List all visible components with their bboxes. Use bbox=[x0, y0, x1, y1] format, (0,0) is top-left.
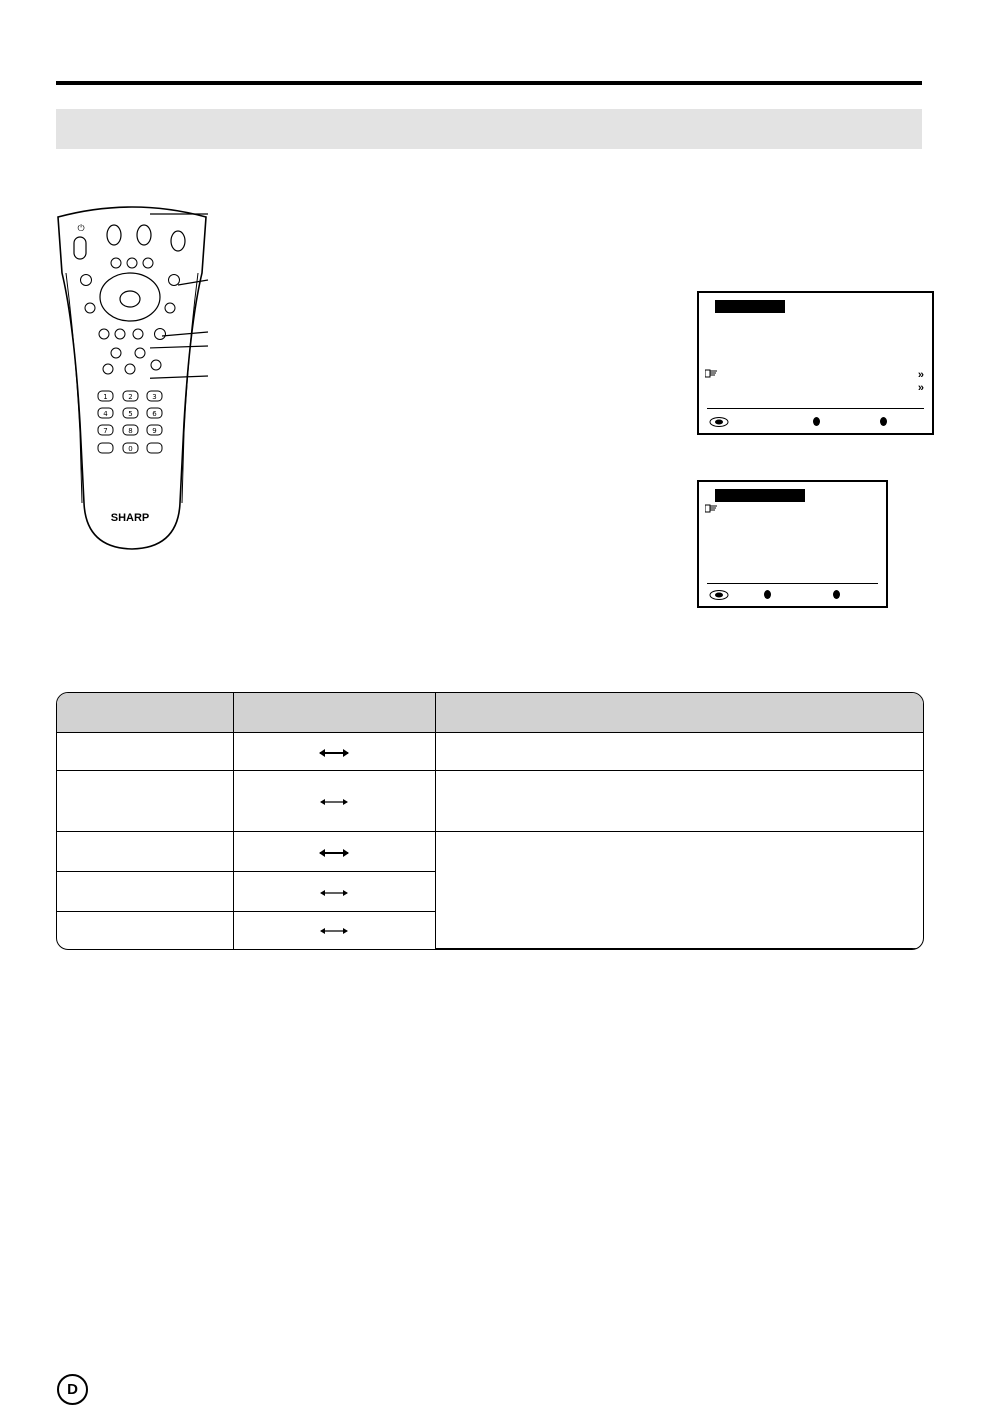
table-row bbox=[57, 832, 923, 872]
key-0: 0 bbox=[128, 445, 133, 453]
key-1: 1 bbox=[103, 393, 108, 401]
description-cell bbox=[435, 771, 923, 832]
setting-cell bbox=[57, 733, 233, 771]
key-9: 9 bbox=[152, 427, 157, 435]
table-header-row bbox=[57, 693, 923, 733]
button-dot-icon bbox=[764, 590, 771, 599]
setting-cell bbox=[57, 872, 233, 912]
osd-title-bar bbox=[715, 300, 785, 313]
settings-table bbox=[56, 692, 924, 950]
button-dot-icon bbox=[833, 590, 840, 599]
description-cell bbox=[435, 733, 923, 771]
osd-divider bbox=[707, 408, 924, 409]
button-dot-icon bbox=[813, 417, 820, 426]
header-cell bbox=[233, 693, 435, 733]
submenu-arrow-icon: » bbox=[917, 382, 924, 394]
navigation-pad-icon bbox=[709, 590, 729, 600]
key-5: 5 bbox=[128, 410, 133, 418]
adjustment-cell bbox=[233, 912, 435, 949]
language-badge: D bbox=[57, 1374, 88, 1405]
double-arrow-icon bbox=[319, 797, 349, 807]
top-rule bbox=[56, 81, 922, 85]
adjustment-cell bbox=[233, 733, 435, 771]
description-cell bbox=[435, 832, 923, 949]
osd-screen-main bbox=[697, 291, 934, 435]
section-heading-band bbox=[56, 109, 922, 149]
double-arrow-icon bbox=[318, 848, 350, 858]
navigation-pad-icon bbox=[709, 417, 729, 427]
osd-title-bar bbox=[715, 489, 805, 502]
svg-text:⏻: ⏻ bbox=[77, 224, 85, 234]
adjustment-cell bbox=[233, 832, 435, 872]
brand-logo: SHARP bbox=[110, 512, 150, 524]
key-4: 4 bbox=[103, 410, 108, 418]
adjustment-cell bbox=[233, 872, 435, 912]
key-8: 8 bbox=[128, 427, 133, 435]
header-cell bbox=[57, 693, 233, 733]
table-row bbox=[57, 771, 923, 832]
double-arrow-icon bbox=[319, 888, 349, 898]
setting-cell bbox=[57, 912, 233, 949]
key-6: 6 bbox=[152, 410, 157, 418]
key-7: 7 bbox=[103, 427, 108, 435]
header-cell bbox=[435, 693, 923, 733]
double-arrow-icon bbox=[318, 748, 350, 758]
key-2: 2 bbox=[128, 393, 133, 401]
pointer-hand-icon bbox=[705, 368, 718, 378]
setting-cell bbox=[57, 771, 233, 832]
table-row bbox=[57, 733, 923, 771]
key-3: 3 bbox=[152, 393, 157, 401]
osd-divider bbox=[707, 583, 878, 584]
submenu-arrow-icon: » bbox=[917, 369, 924, 381]
double-arrow-icon bbox=[319, 926, 349, 936]
setting-cell bbox=[57, 832, 233, 872]
adjustment-cell bbox=[233, 771, 435, 832]
osd-screen-submenu bbox=[697, 480, 888, 608]
callout-lines bbox=[150, 210, 216, 385]
button-dot-icon bbox=[880, 417, 887, 426]
pointer-hand-icon bbox=[705, 503, 718, 513]
